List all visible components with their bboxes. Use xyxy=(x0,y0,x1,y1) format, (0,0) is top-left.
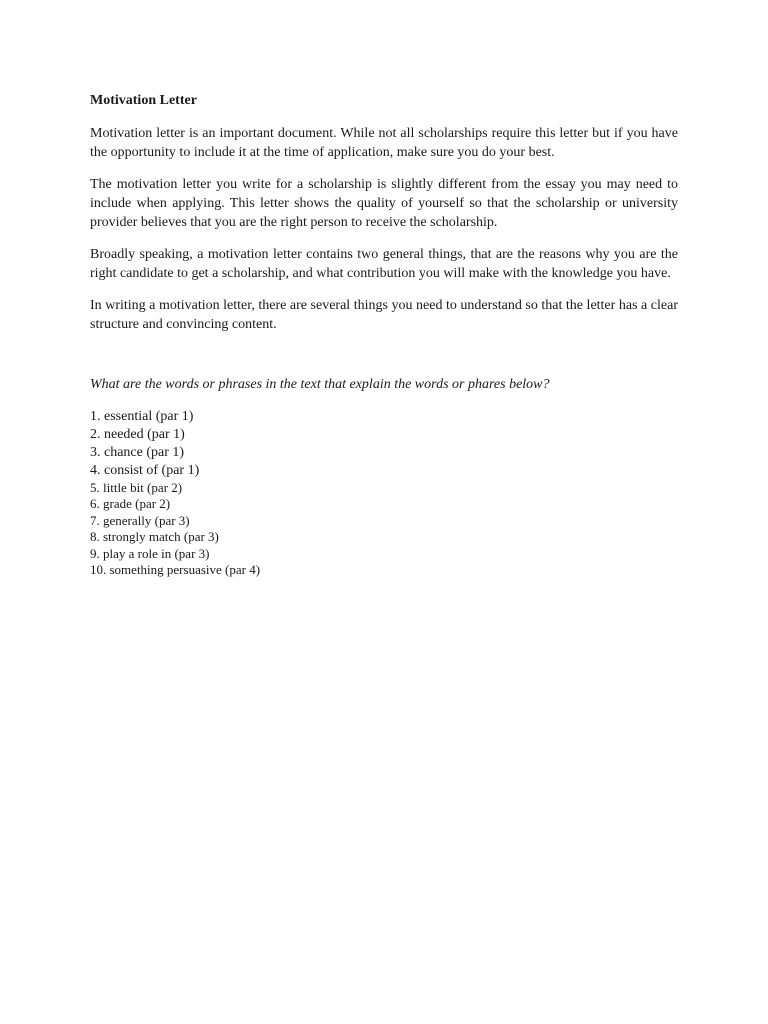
list-item: 5. little bit (par 2) xyxy=(90,480,183,495)
list-item: 8. strongly match (par 3) xyxy=(90,529,219,545)
list-item: 9. play a role in (par 3) xyxy=(90,545,210,561)
document-title: Motivation Letter xyxy=(90,93,197,108)
list-item: 2. needed (par 1) xyxy=(90,427,185,442)
paragraph-2: The motivation letter you write for a scholarship is slightly different from the essay you may need to include when applying. This letter shows the quality of yourself so that the scholarship or university provider believes that you are the right person to receive the scholarship. xyxy=(90,177,678,230)
list-item: 1. essential (par 1) xyxy=(90,409,194,424)
list-item: 3. chance (par 1) xyxy=(90,445,185,460)
paragraph-1: Motivation letter is an important document. While not all scholarships require this letter but if you have the opportunity to include it at the time of application, make sure you do your best. xyxy=(90,126,678,160)
list-item: 10. something persuasive (par 4) xyxy=(90,562,261,578)
paragraph-3: Broadly speaking, a motivation letter contains two general things, that are the reasons why you are the right candidate to get a scholarship, and what contribution you will make with the knowledge you have. xyxy=(90,247,678,281)
list-item: 4. consist of (par 1) xyxy=(90,463,200,478)
exercise-list xyxy=(90,408,678,578)
list-item: 7. generally (par 3) xyxy=(90,512,190,528)
list-item: 6. grade (par 2) xyxy=(90,496,171,512)
document-page xyxy=(90,91,678,578)
exercise-question: What are the words or phrases in the text that explain the words or phares below? xyxy=(90,377,550,392)
paragraph-4: In writing a motivation letter, there are several things you need to understand so that the letter has a clear structure and convincing content. xyxy=(90,298,678,332)
